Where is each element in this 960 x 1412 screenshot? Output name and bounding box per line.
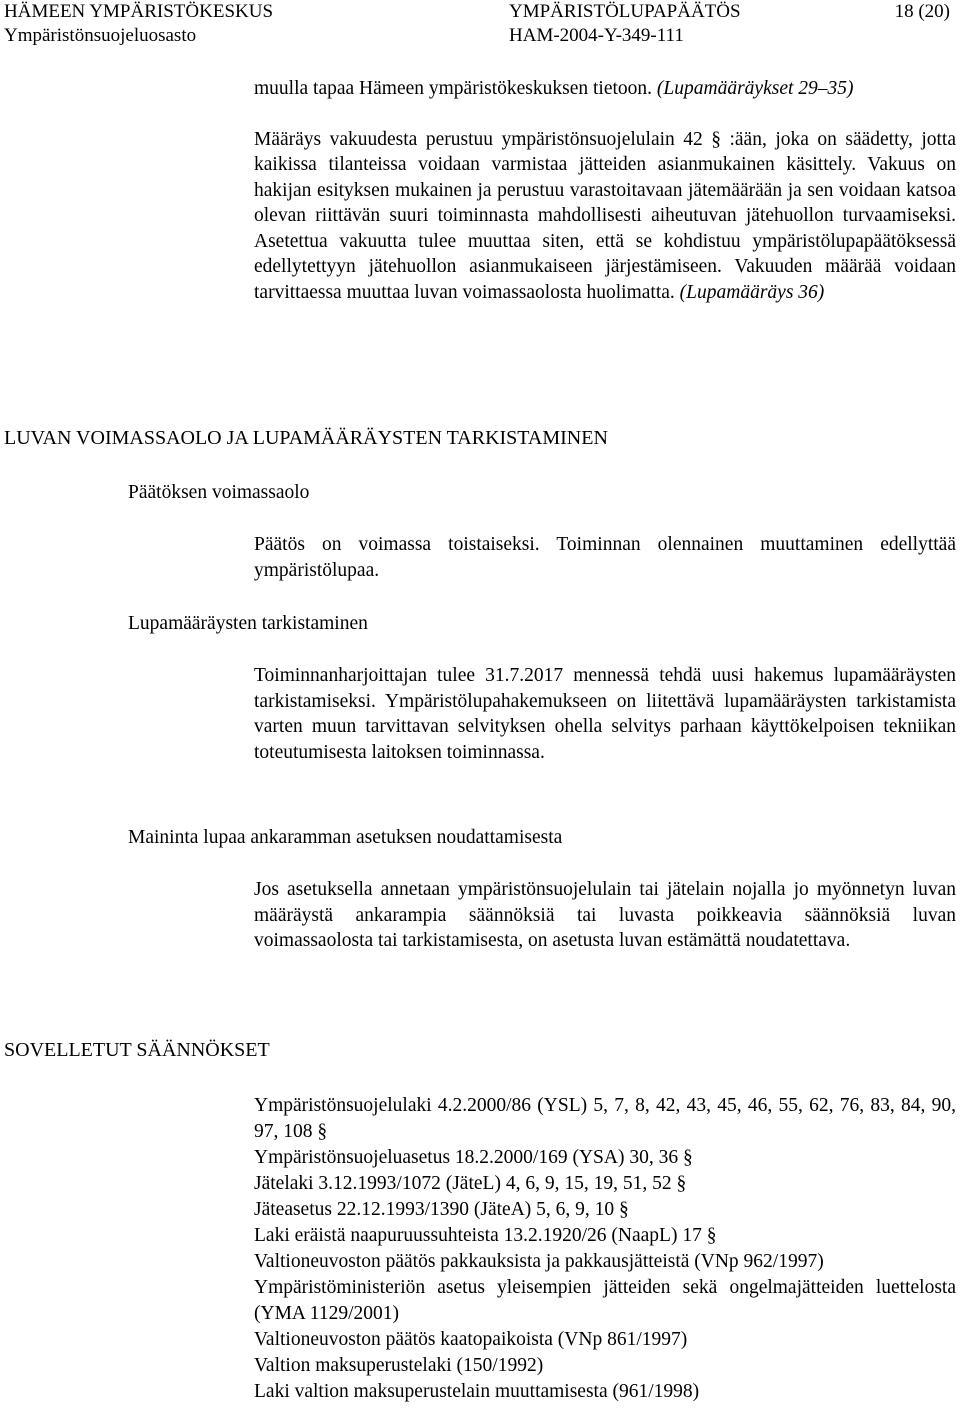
header-page-number: 18 (20) [894, 1, 950, 22]
law-item: Laki valtion maksuperustelain muuttamisesta (961/1998) [254, 1381, 700, 1402]
subheading-stricter-regulation: Maininta lupaa ankaramman asetuksen noudattamisesta [128, 827, 563, 848]
intro-paragraph-1-reference: (Lupamääräykset 29–35) [656, 78, 854, 99]
subheading-decision-validity: Päätöksen voimassaolo [128, 482, 310, 503]
section-heading-applied-provisions: SOVELLETUT SÄÄNNÖKSET [4, 1039, 270, 1061]
header-document-type: YMPÄRISTÖLUPAPÄÄTÖS [509, 1, 741, 22]
law-item: Jätelaki 3.12.1993/1072 (JäteL) 4, 6, 9, 15, 19, 51, 52 § [254, 1173, 687, 1194]
subheading-permit-review: Lupamääräysten tarkistaminen [128, 613, 368, 634]
intro-text-block [254, 76, 956, 305]
decision-validity-text [254, 532, 956, 583]
decision-validity-paragraph: Päätös on voimassa toistaiseksi. Toiminnan olennainen muuttaminen edellyttää ympäristölupaa. [254, 534, 956, 581]
running-header [0, 0, 960, 48]
permit-review-text [254, 663, 956, 765]
stricter-regulation-paragraph: Jos asetuksella annetaan ympäristönsuojelulain tai jätelain nojalla jo myönnetyn luvan määräystä ankarampia säännöksiä tai luvasta poikkeavia säännöksiä luvan voimassaolosta tai tarkistamisesta, on asetusta luvan estämättä noudatettava. [254, 879, 956, 951]
law-item: Laki eräistä naapuruussuhteista 13.2.1920/26 (NaapL) 17 § [254, 1225, 717, 1246]
intro-paragraph-2-text: Määräys vakuudesta perustuu ympäristönsuojelulain 42 § :ään, joka on säädetty, jotta kaikissa tilanteissa voidaan varmistaa jätteiden asianmukainen käsittely. Vakuus on hakijan esityksen mukainen ja perustuu varastoitavaan jätemäärään ja sen voidaan katsoa olevan riittävän suuri toiminnasta mahdollisesti aiheutuvan jätehuollon turvaamiseksi. Asetettua vakuutta tulee muuttaa siten, että se kohdistuu ympäristölupapäätöksessä edellytettyyn jätehuollon asianmukaiseen järjestämiseen. Vakuuden määrää voidaan tarvittaessa muuttaa luvan voimassaolosta huolimatta. [254, 128, 956, 303]
header-document-id: HAM-2004-Y-349-111 [509, 25, 684, 46]
intro-paragraph-1-text: muulla tapaa Hämeen ympäristökeskuksen tietoon. [254, 78, 657, 99]
law-item: Valtioneuvoston päätös pakkauksista ja pakkausjätteistä (VNp 962/1997) [254, 1251, 824, 1272]
header-unit: Ympäristönsuojeluosasto [4, 25, 197, 46]
header-organization: HÄMEEN YMPÄRISTÖKESKUS [4, 1, 274, 22]
applied-provisions-list [254, 1093, 956, 1405]
law-item: Jäteasetus 22.12.1993/1390 (JäteA) 5, 6, 9, 10 § [254, 1199, 629, 1220]
law-item: Valtion maksuperustelaki (150/1992) [254, 1355, 544, 1376]
law-item: Ympäristönsuojeluasetus 18.2.2000/169 (YSA) 30, 36 § [254, 1147, 693, 1168]
law-item: Ympäristöministeriön asetus yleisempien jätteiden sekä ongelmajätteiden luettelosta (YMA 1129/2001) [254, 1277, 956, 1324]
intro-paragraph-2-reference: (Lupamääräys 36) [679, 281, 825, 303]
stricter-regulation-text [254, 877, 956, 954]
permit-review-paragraph: Toiminnanharjoittajan tulee 31.7.2017 mennessä tehdä uusi hakemus lupamääräysten tarkistamiseksi. Ympäristölupahakemukseen on liitettävä lupamääräysten tarkistamista varten muun tarvittavan selvityksen ohella selvitys parhaan käyttökelpoisen tekniikan toteutumisesta laitoksen toiminnassa. [254, 665, 956, 763]
intro-paragraph-1 [254, 76, 956, 102]
law-item: Valtioneuvoston päätös kaatopaikoista (VNp 861/1997) [254, 1329, 688, 1350]
intro-paragraph-2 [254, 127, 956, 306]
law-item: Ympäristönsuojelulaki 4.2.2000/86 (YSL) 5, 7, 8, 42, 43, 45, 46, 55, 62, 76, 83, 84, 90, 97, 108 § [254, 1095, 956, 1142]
section-heading-validity: LUVAN VOIMASSAOLO JA LUPAMÄÄRÄYSTEN TARKISTAMINEN [4, 427, 608, 449]
